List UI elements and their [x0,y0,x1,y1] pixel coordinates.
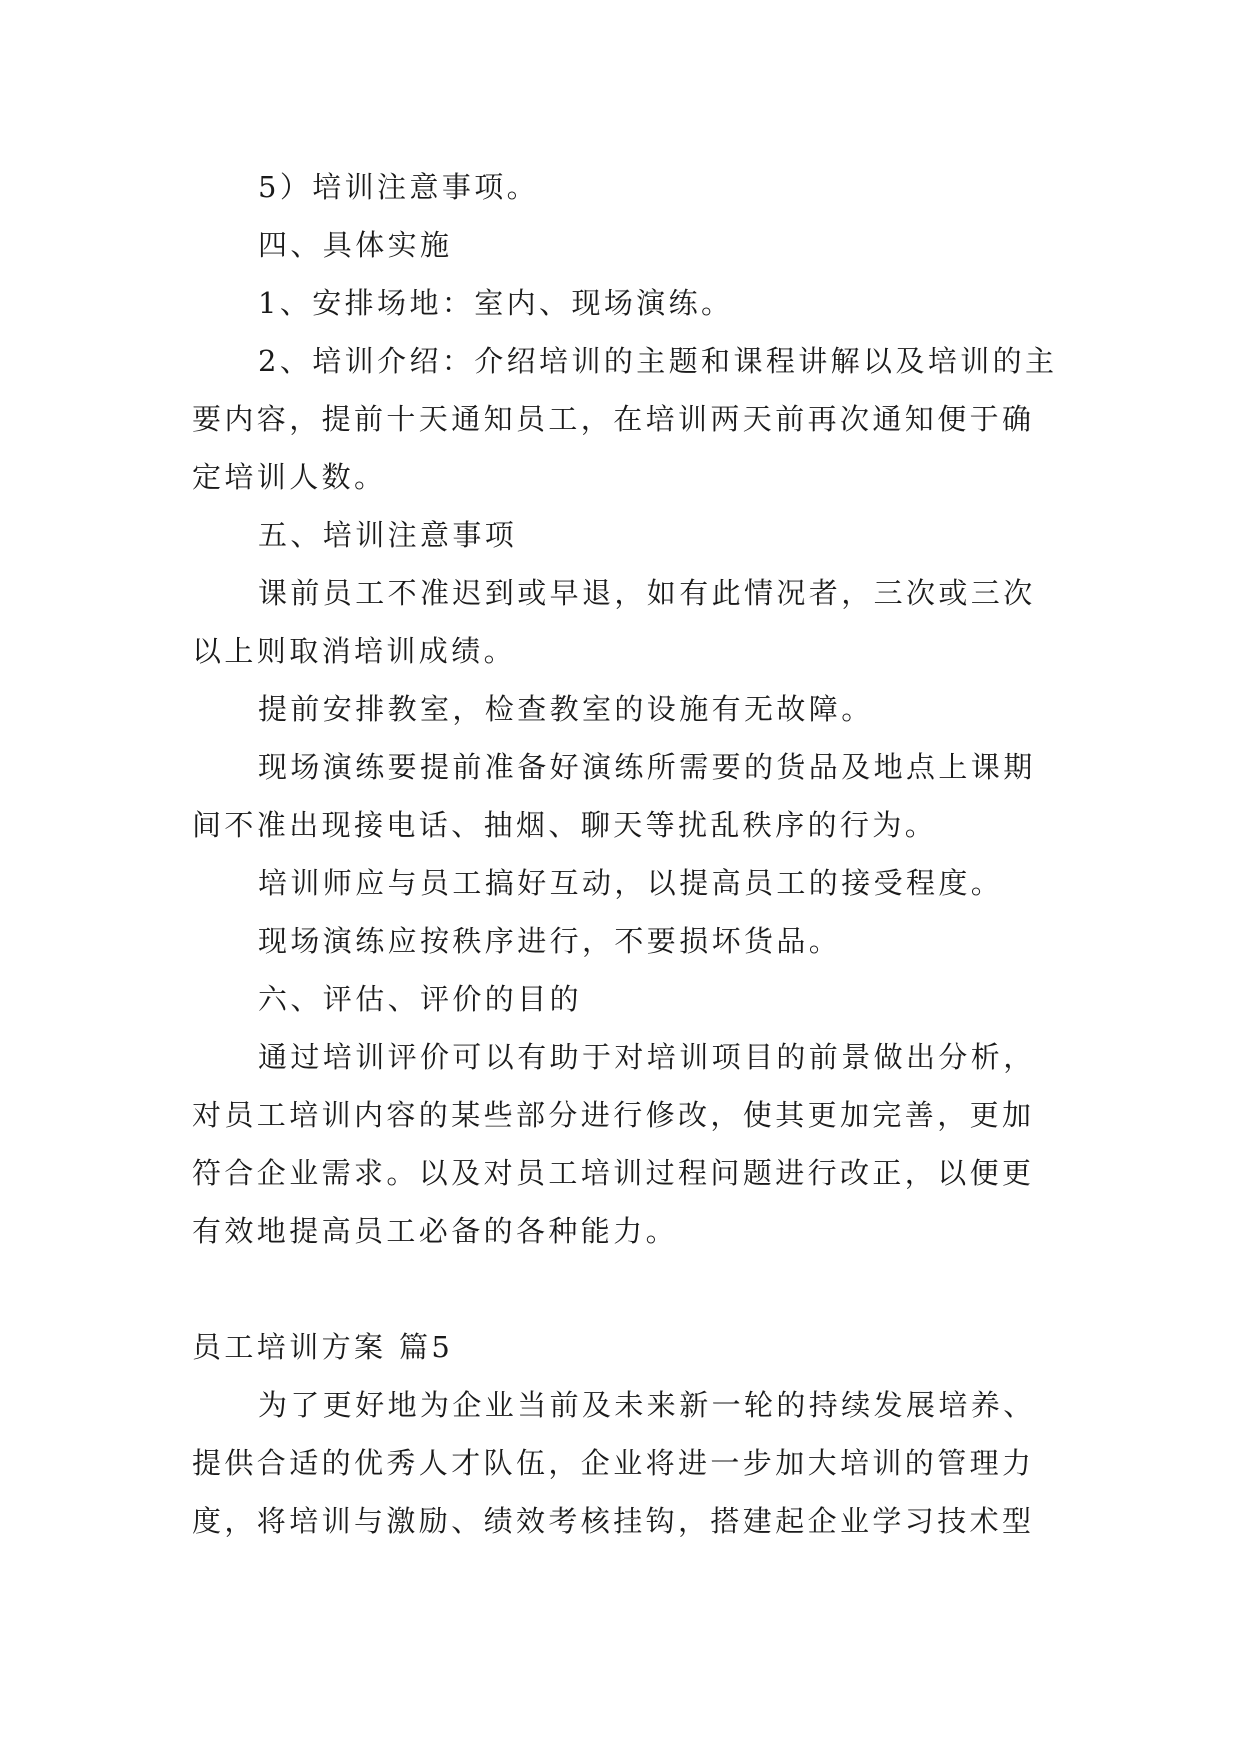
paragraph: 现场演练应按秩序进行，不要损坏货品。 [258,924,842,958]
section-heading-6: 六、评估、评价的目的 [258,982,583,1016]
paragraph: 提前安排教室，检查教室的设施有无故障。 [258,692,874,726]
paragraph: 课前员工不准迟到或早退，如有此情况者，三次或三次以上则取消培训成绩。 [192,576,1036,668]
paragraph: 2、培训介绍：介绍培训的主题和课程讲解以及培训的主要内容，提前十天通知员工，在培训两天前再次通知便于确定培训人数。 [192,344,1058,494]
section-heading-5: 五、培训注意事项 [258,518,518,552]
paragraph: 为了更好地为企业当前及未来新一轮的持续发展培养、提供合适的优秀人才队伍，企业将进一步加大培训的管理力度，将培训与激励、绩效考核挂钩，搭建起企业学习技术型 [192,1388,1036,1538]
paragraph: 1、安排场地：室内、现场演练。 [258,286,734,320]
article-heading: 员工培训方案 篇5 [192,1330,454,1364]
paragraph: 培训师应与员工搞好互动，以提高员工的接受程度。 [258,866,1004,900]
document-body [192,158,1062,1550]
section-heading-4: 四、具体实施 [258,228,453,262]
paragraph-gap [192,1260,1062,1318]
paragraph: 现场演练要提前准备好演练所需要的货品及地点上课期间不准出现接电话、抽烟、聊天等扰乱秩序的行为。 [192,750,1036,842]
paragraph: 5）培训注意事项。 [258,170,540,204]
paragraph: 通过培训评价可以有助于对培训项目的前景做出分析，对员工培训内容的某些部分进行修改，使其更加完善，更加符合企业需求。以及对员工培训过程问题进行改正，以便更有效地提高员工必备的各种能力。 [192,1040,1036,1248]
